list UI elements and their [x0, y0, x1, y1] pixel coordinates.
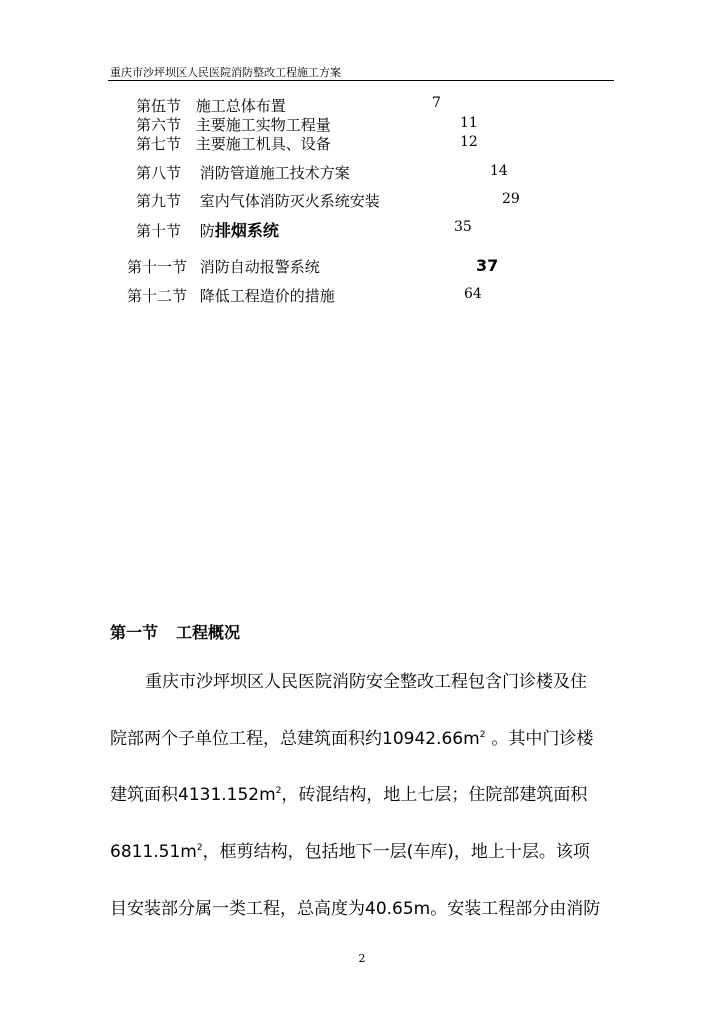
toc-entry-title: 施工总体布置: [195, 97, 286, 115]
body-text: ，砖混结构，地上七层；住院部建筑面积: [281, 785, 588, 805]
section-heading: [110, 620, 240, 643]
toc-section-number: 第八节: [136, 164, 182, 182]
toc-entry: [127, 256, 320, 277]
toc-entry-title: 主要施工实物工程量: [195, 116, 331, 134]
toc-page-number: 35: [454, 219, 472, 235]
body-line: 重庆市沙坪坝区人民医院消防安全整改工程包含门诊楼及住: [145, 672, 587, 692]
toc-section-number: 第十一节: [127, 258, 188, 276]
toc-page-number: 37: [476, 256, 499, 275]
toc-section-number: 第六节: [136, 116, 182, 134]
superscript: 2: [479, 730, 486, 740]
toc-page-number: 11: [460, 115, 478, 131]
toc-entry-title-bold-part: 排烟系统: [214, 221, 279, 240]
toc-entry-title: 消防管道施工技术方案: [199, 164, 350, 182]
header-rule: [108, 80, 614, 81]
body-line: [110, 724, 593, 749]
toc-entry: [127, 285, 335, 306]
toc-entry: [136, 218, 279, 241]
toc-entry-title: 主要施工机具、设备: [195, 135, 331, 153]
section-heading-title: 工程概况: [176, 623, 241, 642]
superscript: 2: [196, 843, 203, 853]
toc-entry-title-part: 防: [199, 222, 215, 240]
body-text: ，框剪结构，包括地下一层(车库)，地上十层。该项: [202, 842, 590, 862]
body-line: [110, 837, 590, 862]
toc-page-number: 7: [432, 95, 441, 111]
toc-page-number: 14: [490, 163, 508, 179]
body-text: 6811.51m: [110, 842, 197, 862]
toc-entry-title: 室内气体消防灭火系统安装: [199, 192, 380, 210]
header-title: 重庆市沙坪坝区人民医院消防整改工程施工方案: [110, 66, 341, 79]
body-text: 建筑面积4131.152m: [110, 785, 276, 805]
toc-entry: [136, 133, 331, 154]
toc-page-number: 12: [460, 134, 478, 150]
toc-entry-title: 消防自动报警系统: [199, 258, 320, 276]
toc-section-number: 第伍节: [136, 97, 182, 115]
section-heading-number: 第一节: [110, 623, 159, 642]
body-line: [110, 780, 587, 805]
toc-entry: [136, 114, 331, 135]
toc-section-number: 第十二节: [127, 287, 188, 305]
toc-entry: [136, 162, 350, 183]
toc-entry: [136, 190, 380, 211]
body-text: 院部两个子单位工程，总建筑面积约10942.66m: [110, 729, 480, 749]
toc-entry-title: 降低工程造价的措施: [199, 287, 335, 305]
page-number: 2: [358, 952, 366, 965]
body-line: 目安装部分属一类工程，总高度为40.65m。安装工程部分由消防: [110, 899, 601, 919]
toc-section-number: 第七节: [136, 135, 182, 153]
toc-section-number: 第十节: [136, 222, 182, 240]
superscript: 2: [275, 786, 282, 796]
toc-entry: [136, 95, 286, 116]
toc-section-number: 第九节: [136, 192, 182, 210]
toc-page-number: 64: [464, 286, 482, 302]
toc-page-number: 29: [502, 191, 520, 207]
body-text: 。其中门诊楼: [491, 729, 594, 749]
